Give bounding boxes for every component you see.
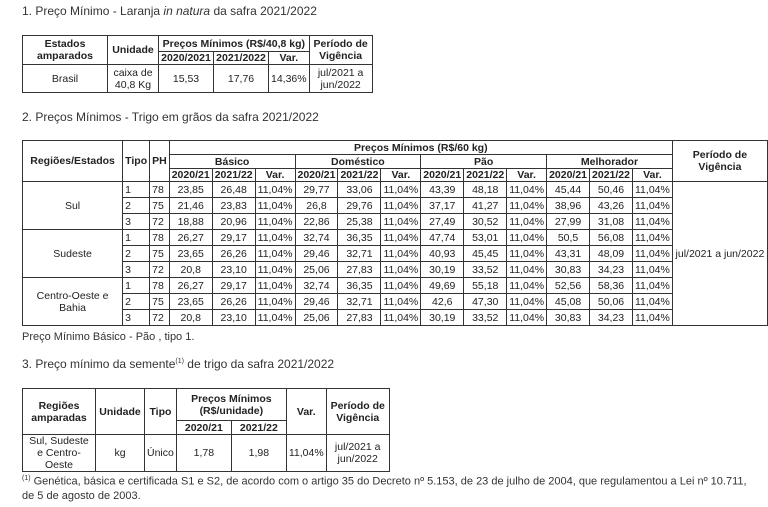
s2-tipo-cell: 2 xyxy=(123,246,150,262)
s2-price-cell: 21,46 xyxy=(169,198,212,214)
s2-header-domestico: Doméstico xyxy=(295,155,421,169)
s3-header-var: Var. xyxy=(286,389,326,435)
s1-header-unidade: Unidade xyxy=(108,36,159,65)
s2-ph-cell: 72 xyxy=(150,262,170,278)
s2-price-cell: 56,08 xyxy=(590,230,633,246)
s2-price-cell: 11,04% xyxy=(255,182,295,198)
s2-price-cell: 25,06 xyxy=(295,262,338,278)
table-row xyxy=(23,214,768,230)
s2-header-y2: 2021/22 xyxy=(212,169,255,182)
s2-tipo-cell: 3 xyxy=(123,310,150,326)
table-row xyxy=(23,262,768,278)
s2-price-cell: 23,85 xyxy=(169,182,212,198)
s2-price-cell: 11,04% xyxy=(381,198,421,214)
section2-table xyxy=(22,140,768,326)
s2-price-cell: 47,74 xyxy=(421,230,464,246)
s2-price-cell: 11,04% xyxy=(633,198,673,214)
s2-header-y1: 2020/21 xyxy=(169,169,212,182)
s2-price-cell: 11,04% xyxy=(255,198,295,214)
s2-price-cell: 32,74 xyxy=(295,230,338,246)
s2-price-cell: 22,86 xyxy=(295,214,338,230)
s2-price-cell: 52,56 xyxy=(547,278,590,294)
s2-price-cell: 48,18 xyxy=(464,182,507,198)
s2-price-cell: 45,08 xyxy=(547,294,590,310)
s2-price-cell: 27,99 xyxy=(547,214,590,230)
s1-header-periodo: Período de Vigência xyxy=(309,36,372,65)
s2-price-cell: 25,38 xyxy=(338,214,381,230)
s2-region-name: Sul xyxy=(23,182,123,230)
s3-header-y2: 2021/22 xyxy=(231,421,286,435)
s2-price-cell: 32,74 xyxy=(295,278,338,294)
s2-header-var: Var. xyxy=(255,169,295,182)
s1-estado: Brasil xyxy=(23,65,108,93)
s2-price-cell: 55,18 xyxy=(464,278,507,294)
section1-heading-prefix: 1. Preço Mínimo - Laranja xyxy=(22,4,164,18)
s2-price-cell: 47,30 xyxy=(464,294,507,310)
s2-price-cell: 29,46 xyxy=(295,246,338,262)
s3-header-regioes: Regiões amparadas xyxy=(23,389,96,435)
s2-header-basico: Básico xyxy=(169,155,295,169)
s2-price-cell: 26,27 xyxy=(169,278,212,294)
s2-price-cell: 11,04% xyxy=(381,278,421,294)
s2-price-cell: 11,04% xyxy=(507,278,547,294)
s2-price-cell: 32,71 xyxy=(338,246,381,262)
s2-price-cell: 23,10 xyxy=(212,262,255,278)
s2-price-cell: 11,04% xyxy=(633,262,673,278)
s2-price-cell: 11,04% xyxy=(633,182,673,198)
s2-price-cell: 11,04% xyxy=(507,262,547,278)
s2-periodo: jul/2021 a jun/2022 xyxy=(672,182,767,326)
s2-price-cell: 11,04% xyxy=(633,310,673,326)
s2-price-cell: 26,8 xyxy=(295,198,338,214)
s2-region-name: Centro-Oeste e Bahia xyxy=(23,278,123,326)
section3-heading-suffix: de trigo da safra 2021/2022 xyxy=(183,357,335,371)
s2-price-cell: 34,23 xyxy=(590,262,633,278)
s2-tipo-cell: 2 xyxy=(123,294,150,310)
s2-price-cell: 42,6 xyxy=(421,294,464,310)
s2-header-ph: PH xyxy=(150,141,170,182)
s2-price-cell: 11,04% xyxy=(381,294,421,310)
section2-note: Preço Mínimo Básico - Pão , tipo 1. xyxy=(22,331,195,343)
s2-price-cell: 11,04% xyxy=(255,230,295,246)
s2-price-cell: 33,52 xyxy=(464,310,507,326)
s2-price-cell: 43,39 xyxy=(421,182,464,198)
s2-price-cell: 18,88 xyxy=(169,214,212,230)
s2-price-cell: 11,04% xyxy=(507,294,547,310)
s2-ph-cell: 78 xyxy=(150,230,170,246)
s2-header-regioes: Regiões/Estados xyxy=(23,141,123,182)
s2-price-cell: 11,04% xyxy=(633,214,673,230)
s2-price-cell: 11,04% xyxy=(633,230,673,246)
s2-header-precos: Preços Mínimos (R$/60 kg) xyxy=(169,141,672,155)
s2-price-cell: 30,83 xyxy=(547,310,590,326)
s2-price-cell: 11,04% xyxy=(507,230,547,246)
s3-header-tipo: Tipo xyxy=(145,389,177,435)
s2-price-cell: 36,35 xyxy=(338,278,381,294)
s2-price-cell: 27,83 xyxy=(338,310,381,326)
s2-tipo-cell: 3 xyxy=(123,262,150,278)
s2-price-cell: 11,04% xyxy=(255,262,295,278)
s2-tipo-cell: 1 xyxy=(123,230,150,246)
s2-price-cell: 11,04% xyxy=(381,214,421,230)
s3-v1: 1,78 xyxy=(176,435,231,472)
s1-unidade: caixa de 40,8 Kg xyxy=(108,65,159,93)
s2-price-cell: 11,04% xyxy=(633,294,673,310)
s2-ph-cell: 78 xyxy=(150,182,170,198)
s2-price-cell: 11,04% xyxy=(507,310,547,326)
section1-heading-italic: in natura xyxy=(163,4,211,18)
footnote-text: Genética, básica e certificada S1 e S2, de acordo com o artigo 35 do Decreto nº 5.153, de 23 de julho de 2004, que regulamentou a Lei nº 10.711, de 5 de agosto de 2003. xyxy=(22,475,747,502)
s2-price-cell: 20,8 xyxy=(169,310,212,326)
s2-price-cell: 32,71 xyxy=(338,294,381,310)
s2-price-cell: 38,96 xyxy=(547,198,590,214)
s1-header-y1: 2020/2021 xyxy=(159,52,214,65)
s1-header-var: Var. xyxy=(269,52,310,65)
section3-heading-sup: (1) xyxy=(175,358,184,365)
s2-price-cell: 11,04% xyxy=(507,214,547,230)
s1-v2: 17,76 xyxy=(214,65,269,93)
s3-header-unidade: Unidade xyxy=(96,389,145,435)
section1-heading-suffix: da safra 2021/2022 xyxy=(210,4,317,18)
s1-v1: 15,53 xyxy=(159,65,214,93)
s2-price-cell: 23,83 xyxy=(212,198,255,214)
table-row xyxy=(23,198,768,214)
s1-header-y2: 2021/2022 xyxy=(214,52,269,65)
s2-header-y2: 2021/22 xyxy=(464,169,507,182)
s2-price-cell: 33,52 xyxy=(464,262,507,278)
s3-regiao: Sul, Sudeste e Centro-Oeste xyxy=(23,435,96,472)
s2-price-cell: 25,06 xyxy=(295,310,338,326)
s2-header-var: Var. xyxy=(507,169,547,182)
s2-price-cell: 50,5 xyxy=(547,230,590,246)
table-row xyxy=(23,230,768,246)
s2-price-cell: 29,17 xyxy=(212,278,255,294)
s2-ph-cell: 78 xyxy=(150,278,170,294)
s2-price-cell: 11,04% xyxy=(381,262,421,278)
s3-periodo: jul/2021 a jun/2022 xyxy=(326,435,389,472)
table-row xyxy=(23,182,768,198)
s2-price-cell: 37,17 xyxy=(421,198,464,214)
s2-ph-cell: 72 xyxy=(150,214,170,230)
s2-price-cell: 31,08 xyxy=(590,214,633,230)
s2-price-cell: 20,8 xyxy=(169,262,212,278)
s3-header-periodo: Período de Vigência xyxy=(326,389,389,435)
s1-header-estados: Estados amparados xyxy=(23,36,108,65)
s3-var: 11,04% xyxy=(286,435,326,472)
s2-price-cell: 41,27 xyxy=(464,198,507,214)
s2-price-cell: 43,31 xyxy=(547,246,590,262)
s1-var: 14,36% xyxy=(269,65,310,93)
s2-price-cell: 30,52 xyxy=(464,214,507,230)
s2-price-cell: 29,17 xyxy=(212,230,255,246)
table-row xyxy=(23,310,768,326)
s2-price-cell: 30,19 xyxy=(421,262,464,278)
section2-heading: 2. Preços Mínimos - Trigo em grãos da safra 2021/2022 xyxy=(22,110,319,124)
s2-price-cell: 26,26 xyxy=(212,294,255,310)
s2-tipo-cell: 1 xyxy=(123,278,150,294)
s2-header-var: Var. xyxy=(633,169,673,182)
section1-heading xyxy=(22,4,317,18)
s2-price-cell: 45,45 xyxy=(464,246,507,262)
s3-tipo: Único xyxy=(145,435,177,472)
s2-price-cell: 29,77 xyxy=(295,182,338,198)
s2-price-cell: 27,83 xyxy=(338,262,381,278)
s3-header-y1: 2020/21 xyxy=(176,421,231,435)
section3-heading-prefix: 3. Preço mínimo da semente xyxy=(22,357,176,371)
s2-header-tipo: Tipo xyxy=(123,141,150,182)
s2-price-cell: 11,04% xyxy=(633,246,673,262)
s2-header-periodo: Período de Vigência xyxy=(672,141,767,182)
s2-price-cell: 27,49 xyxy=(421,214,464,230)
table-row xyxy=(23,278,768,294)
s2-price-cell: 29,46 xyxy=(295,294,338,310)
s2-tipo-cell: 3 xyxy=(123,214,150,230)
section3-heading xyxy=(22,357,334,371)
s3-unidade: kg xyxy=(96,435,145,472)
s2-tipo-cell: 1 xyxy=(123,182,150,198)
s2-header-var: Var. xyxy=(381,169,421,182)
s2-ph-cell: 72 xyxy=(150,310,170,326)
s2-price-cell: 11,04% xyxy=(507,246,547,262)
s2-ph-cell: 75 xyxy=(150,246,170,262)
s2-price-cell: 11,04% xyxy=(381,246,421,262)
s2-price-cell: 50,46 xyxy=(590,182,633,198)
s2-price-cell: 30,83 xyxy=(547,262,590,278)
s2-header-y1: 2020/21 xyxy=(295,169,338,182)
s2-price-cell: 43,26 xyxy=(590,198,633,214)
s2-header-y1: 2020/21 xyxy=(547,169,590,182)
section3-footnote xyxy=(22,472,752,503)
table-row xyxy=(23,294,768,310)
s3-v2: 1,98 xyxy=(231,435,286,472)
s2-price-cell: 11,04% xyxy=(633,278,673,294)
s2-header-melhorador: Melhorador xyxy=(547,155,673,169)
footnote-sup: (1) xyxy=(22,475,31,482)
s3-header-precos: Preços Mínimos (R$/unidade) xyxy=(176,389,286,421)
s2-price-cell: 26,26 xyxy=(212,246,255,262)
s2-price-cell: 29,76 xyxy=(338,198,381,214)
s1-header-precos: Preços Mínimos (R$/40,8 kg) xyxy=(159,36,310,52)
s2-header-pao: Pão xyxy=(421,155,547,169)
s2-ph-cell: 75 xyxy=(150,294,170,310)
s2-header-y1: 2020/21 xyxy=(421,169,464,182)
s2-price-cell: 50,06 xyxy=(590,294,633,310)
s2-price-cell: 11,04% xyxy=(507,198,547,214)
s2-price-cell: 11,04% xyxy=(381,230,421,246)
s2-price-cell: 11,04% xyxy=(255,310,295,326)
s2-price-cell: 26,48 xyxy=(212,182,255,198)
s2-header-y2: 2021/22 xyxy=(590,169,633,182)
s2-price-cell: 40,93 xyxy=(421,246,464,262)
s2-price-cell: 23,65 xyxy=(169,246,212,262)
s2-price-cell: 48,09 xyxy=(590,246,633,262)
s2-price-cell: 26,27 xyxy=(169,230,212,246)
s2-price-cell: 49,69 xyxy=(421,278,464,294)
s2-price-cell: 23,65 xyxy=(169,294,212,310)
s2-price-cell: 11,04% xyxy=(255,278,295,294)
s2-price-cell: 11,04% xyxy=(255,214,295,230)
s2-price-cell: 30,19 xyxy=(421,310,464,326)
s2-price-cell: 33,06 xyxy=(338,182,381,198)
s2-price-cell: 11,04% xyxy=(381,182,421,198)
s2-price-cell: 34,23 xyxy=(590,310,633,326)
s1-periodo: jul/2021 a jun/2022 xyxy=(309,65,372,93)
table-row xyxy=(23,246,768,262)
s2-tipo-cell: 2 xyxy=(123,198,150,214)
s2-price-cell: 11,04% xyxy=(507,182,547,198)
section1-table xyxy=(22,35,373,93)
s2-price-cell: 36,35 xyxy=(338,230,381,246)
s2-price-cell: 53,01 xyxy=(464,230,507,246)
s2-region-name: Sudeste xyxy=(23,230,123,278)
s2-price-cell: 45,44 xyxy=(547,182,590,198)
s2-price-cell: 11,04% xyxy=(255,246,295,262)
section3-table xyxy=(22,388,390,472)
s2-header-y2: 2021/22 xyxy=(338,169,381,182)
s2-price-cell: 20,96 xyxy=(212,214,255,230)
s2-price-cell: 11,04% xyxy=(255,294,295,310)
s2-price-cell: 23,10 xyxy=(212,310,255,326)
s2-price-cell: 58,36 xyxy=(590,278,633,294)
s2-price-cell: 11,04% xyxy=(381,310,421,326)
s2-ph-cell: 75 xyxy=(150,198,170,214)
